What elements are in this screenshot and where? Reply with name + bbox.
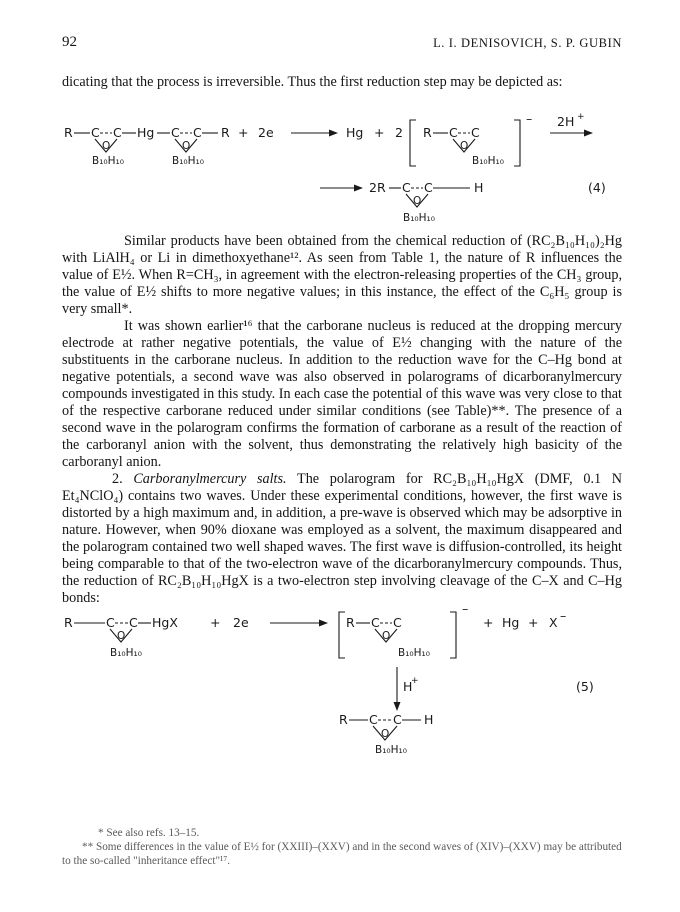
reaction-scheme-4: [0, 0, 680, 240]
scheme5-X: X: [549, 615, 558, 630]
scheme5-X-charge: –: [560, 608, 567, 623]
scheme5-plus1: +: [210, 615, 221, 630]
scheme4-C4: C: [193, 125, 202, 140]
scheme4-cage-o2: O: [182, 140, 191, 152]
scheme4-anion-R: R: [423, 125, 432, 140]
scheme4-product-cage-o: O: [413, 195, 422, 207]
scheme5-proton-plus: +: [411, 676, 419, 686]
scheme4-C1: C: [91, 125, 100, 140]
scheme4-C2: C: [113, 125, 122, 140]
scheme5-C1: C: [106, 615, 115, 630]
scheme5-product-C1: C: [369, 712, 378, 727]
scheme5-anion-C1: C: [371, 615, 380, 630]
scheme4-plus1: +: [238, 125, 249, 140]
scheme5-anion-cage-o: O: [382, 630, 391, 642]
scheme5-plus3: +: [528, 615, 539, 630]
scheme5-R: R: [64, 615, 73, 630]
section-body: The polarogram for RC₂B₁₀H₁₀HgX (DMF, 0.1 N Et₄NClO₄) contains two waves. Under these experimental conditions, however, the first wave is distorted by a high maximum and, in addition, a pre-wave is observed which may be adsorptive in nature. However, when 90% dioxane was employed as a solvent, the maximum disappeared and the polarogram contained two well shaped waves. The first wave is diffusion-controlled, its height being comparable to that of the two-electron wave of the dicarboranylmercury compounds. Thus, the reduction of RC₂B₁₀H₁₀HgX is a two-electron step involving cleavage of the C–X and C–Hg bonds:: [62, 471, 623, 606]
scheme5-anion-cage-label: B₁₀H₁₀: [398, 647, 430, 659]
scheme5-Hg: Hg: [502, 615, 520, 630]
scheme4-proton-coef: 2H: [557, 114, 575, 129]
scheme4-coef-2: 2: [395, 125, 403, 140]
section-title: Carboranylmercury salts.: [133, 471, 287, 487]
scheme5-proton: H: [403, 679, 413, 694]
scheme5-C2: C: [129, 615, 138, 630]
scheme5-plus2: +: [483, 615, 494, 630]
scheme4-cage-o1: O: [102, 140, 111, 152]
scheme5-product-R: R: [339, 712, 348, 727]
scheme4-anion-C2: C: [471, 125, 480, 140]
scheme5-electrons: 2e: [233, 615, 249, 630]
scheme5-HgX: HgX: [152, 615, 178, 630]
scheme4-equation-label: (4): [588, 180, 606, 195]
scheme4-anion-cage-o: O: [460, 140, 469, 152]
scheme4-cage-label2: B₁₀H₁₀: [172, 155, 204, 167]
footnote-2: ** Some differences in the value of E½ for (XXIII)–(XXV) and in the second waves of (XIV)–(XXV) may be attributed to the so-called "inheritance effect"¹⁷.: [62, 841, 622, 867]
scheme4-proton-plus: +: [577, 112, 585, 122]
scheme4-cage-label1: B₁₀H₁₀: [92, 155, 124, 167]
scheme4-product-2R: 2R: [369, 180, 386, 195]
footnote-1: * See also refs. 13–15.: [98, 827, 200, 839]
scheme4-product-C2: C: [424, 180, 433, 195]
scheme5-product-H: H: [424, 712, 434, 727]
paragraph-intro: dicating that the process is irreversible. Thus the first reduction step may be depicted as:: [62, 74, 563, 90]
scheme5-anion-R: R: [346, 615, 355, 630]
scheme4-product-cage-label: B₁₀H₁₀: [403, 212, 435, 224]
scheme4-product-H: H: [474, 180, 484, 195]
scheme5-cage-o: O: [117, 630, 126, 642]
scheme4-anion-C1: C: [449, 125, 458, 140]
paragraph-carboranylmercury-salts: [62, 471, 622, 607]
running-head: L. I. DENISOVICH, S. P. GUBIN: [433, 36, 622, 50]
paragraph-chemical-reduction: Similar products have been obtained from the chemical reduction of (RC₂B₁₀H₁₀)₂Hg with LiAlH₄ or Li in dimethoxyethane¹². As seen from Table 1, the nature of R influences the value of E½. When R=CH₃, in agreement with the electron-releasing properties of the CH₃ group, the value of E½ shifts to more negative values; in this instance, the effect of the C₆H₅ group is very small*.: [62, 233, 622, 317]
scheme4-plus2: +: [374, 125, 385, 140]
scheme4-anion-charge: –: [526, 111, 533, 126]
scheme5-cage-label: B₁₀H₁₀: [110, 647, 142, 659]
scheme5-anion-charge: –: [462, 601, 469, 616]
footnotes: [62, 826, 632, 868]
scheme4-C3: C: [171, 125, 180, 140]
scheme4-Hg: Hg: [137, 125, 155, 140]
paragraph-carborane-nucleus: It was shown earlier¹⁶ that the carborane nucleus is reduced at the dropping mercury electrode at rather negative potentials, the value of E½ changing with the nature of the substituents in the carborane nucleus. In addition to the reduction wave for the C–Hg bond at negative potentials, a second wave was also observed in polarograms of dicarboranylmercury compounds investigated in this study. In each case the potential of this wave was very close to that of the respective carborane reduced under similar conditions (see Table)**. The presence of a second wave in the polarogram confirms the formation of carborane as a result of the reaction of the carboranyl anion with the solvent, thus demonstrating the relatively high basicity of the carboranyl anion.: [62, 318, 622, 470]
page-number: 92: [62, 34, 77, 50]
section-number: 2.: [112, 471, 123, 487]
scheme5-product-C2: C: [393, 712, 402, 727]
scheme5-product-cage-o: O: [381, 728, 390, 740]
scheme5-product-cage-label: B₁₀H₁₀: [375, 744, 407, 756]
scheme5-anion-C2: C: [393, 615, 402, 630]
scheme4-Hg-product: Hg: [346, 125, 364, 140]
scheme4-product-C1: C: [402, 180, 411, 195]
scheme4-R-left: R: [64, 125, 73, 140]
scheme4-R-right: R: [221, 125, 230, 140]
scheme4-electrons: 2e: [258, 125, 274, 140]
scheme4-anion-cage-label: B₁₀H₁₀: [472, 155, 504, 167]
scheme5-equation-label: (5): [576, 679, 594, 694]
